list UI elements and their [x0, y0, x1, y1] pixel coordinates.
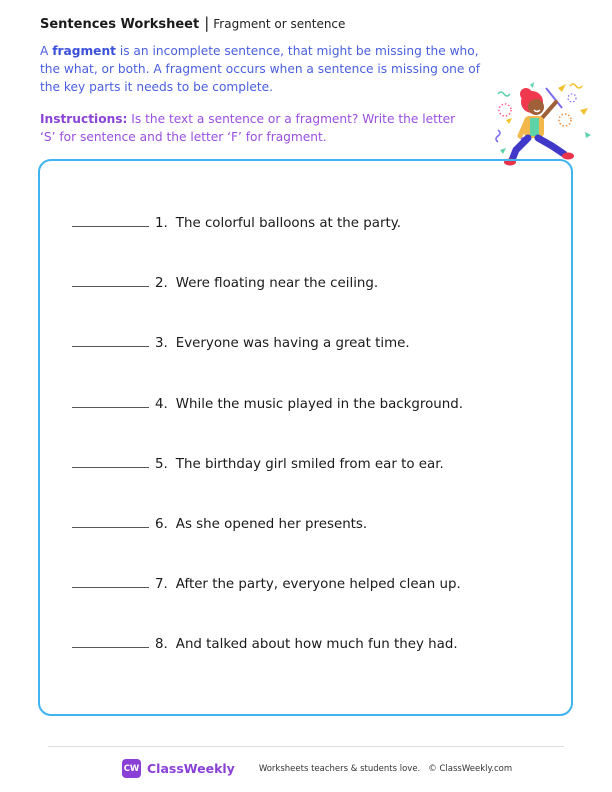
intro-keyword: fragment: [52, 44, 116, 58]
question-number: 8.: [155, 637, 168, 652]
question-text: After the party, everyone helped clean up.: [175, 577, 461, 592]
answer-blank[interactable]: [72, 575, 149, 588]
brand-name: ClassWeekly: [147, 761, 235, 776]
footer-tagline: Worksheets teachers & students love.: [258, 763, 421, 774]
question-number: 5.: [155, 457, 168, 472]
question-item: [72, 515, 367, 532]
question-item: [72, 214, 401, 231]
questions-box: [38, 159, 573, 716]
worksheet-subtitle: Fragment or sentence: [213, 17, 346, 31]
question-item: [72, 274, 378, 291]
question-text: While the music played in the background.: [175, 397, 464, 412]
intro-prefix: A: [40, 44, 53, 58]
question-text: The colorful balloons at the party.: [175, 216, 402, 231]
footer-divider: [48, 746, 564, 747]
question-item: [72, 635, 458, 652]
question-text: Everyone was having a great time.: [175, 336, 410, 351]
question-text: Were floating near the ceiling.: [175, 276, 379, 291]
worksheet-header: [40, 14, 345, 32]
instructions-label: Instructions:: [40, 112, 128, 126]
header-separator: |: [204, 14, 210, 32]
answer-blank[interactable]: [72, 214, 149, 227]
question-text: The birthday girl smiled from ear to ear.: [175, 457, 444, 472]
classweekly-logo-icon: CW: [122, 759, 141, 778]
question-item: [72, 334, 410, 351]
footer: [122, 759, 512, 778]
question-number: 2.: [155, 276, 168, 291]
party-illustration: [490, 80, 600, 168]
answer-blank[interactable]: [72, 334, 149, 347]
question-text: As she opened her presents.: [175, 517, 368, 532]
answer-blank[interactable]: [72, 395, 149, 408]
instructions-text: Is the text a sentence or a fragment? Write the letter ‘S’ for sentence and the letter ‘F’ for fragment.: [40, 112, 456, 144]
worksheet-title: Sentences Worksheet: [40, 17, 200, 32]
question-number: 3.: [155, 336, 168, 351]
question-number: 1.: [155, 216, 168, 231]
question-item: [72, 455, 444, 472]
answer-blank[interactable]: [72, 274, 149, 287]
intro-paragraph: [40, 42, 495, 96]
answer-blank[interactable]: [72, 455, 149, 468]
answer-blank[interactable]: [72, 635, 149, 648]
question-number: 7.: [155, 577, 168, 592]
question-item: [72, 575, 461, 592]
question-text: And talked about how much fun they had.: [175, 637, 458, 652]
footer-copyright: © ClassWeekly.com: [428, 763, 513, 774]
instructions-paragraph: [40, 110, 460, 146]
celebrating-boy-icon: [490, 80, 600, 168]
intro-text: is an incomplete sentence, that might be missing the who, the what, or both. A fragment occurs when a sentence is missing one of the key parts it needs to be complete.: [40, 44, 480, 94]
question-item: [72, 395, 463, 412]
question-number: 4.: [155, 397, 168, 412]
question-number: 6.: [155, 517, 168, 532]
answer-blank[interactable]: [72, 515, 149, 528]
